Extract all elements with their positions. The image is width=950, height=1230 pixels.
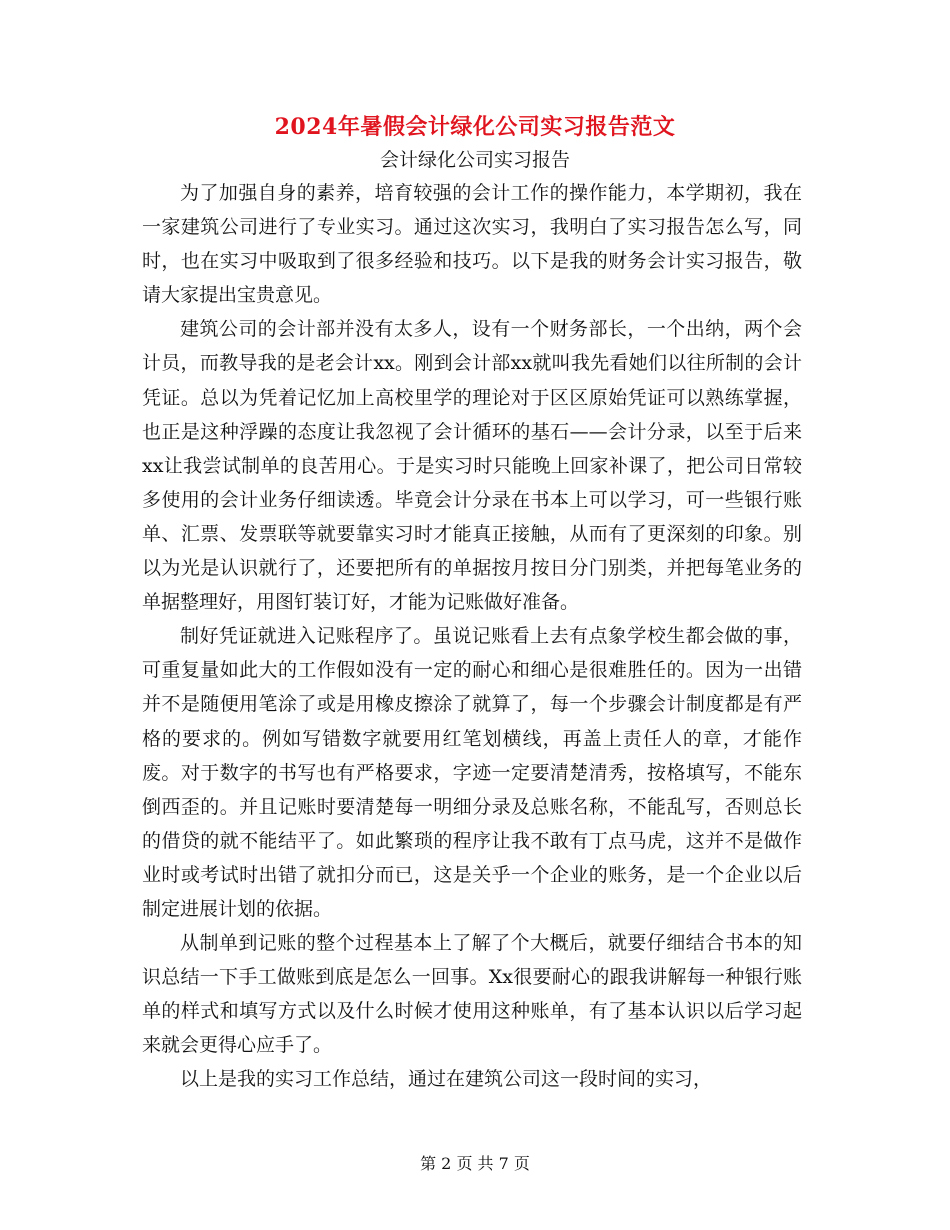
page-footer: 第 2 页 共 7 页 — [420, 1154, 530, 1173]
paragraph: 建筑公司的会计部并没有太多人，设有一个财务部长，一个出纳，两个会计员，而教导我的是老会计xx。刚到会计部xx就叫我先看她们以往所制的会计凭证。总以为凭着记忆加上高校里学的理论对于区区原始凭证可以熟练掌握，也正是这种浮躁的态度让我忽视了会计循环的基石——会计分录，以至于后来xx让我尝试制单的良苦用心。于是实习时只能晚上回家补课了，把公司日常较多使用的会计业务仔细读透。毕竟会计分录在书本上可以学习，可一些银行账单、汇票、发票联等就要靠实习时才能真正接触，从而有了更深刻的印象。别以为光是认识就行了，还要把所有的单据按月按日分门别类，并把每笔业务的单据整理好，用图钉装订好，才能为记账做好准备。 — [142, 318, 802, 614]
document-subtitle: 会计绿化公司实习报告 — [379, 149, 570, 171]
paragraph: 以上是我的实习工作总结，通过在建筑公司这一段时间的实习， — [180, 1068, 713, 1091]
paragraph: 为了加强自身的素养，培育较强的会计工作的操作能力，本学期初，我在一家建筑公司进行了专业实习。通过这次实习，我明白了实习报告怎么写，同时，也在实习中吸取到了很多经验和技巧。以下是我的财务会计实习报告，敬请大家提出宝贵意见。 — [142, 182, 802, 307]
paragraph: 从制单到记账的整个过程基本上了解了个大概后，就要仔细结合书本的知识总结一下手工做账到底是怎么一回事。Xx很要耐心的跟我讲解每一种银行账单的样式和填写方式以及什么时候才使用这种账单，有了基本认识以后学习起来就会更得心应手了。 — [142, 932, 802, 1057]
document-title: 2024年暑假会计绿化公司实习报告范文 — [274, 114, 676, 140]
document-body — [142, 176, 802, 1097]
paragraph: 制好凭证就进入记账程序了。虽说记账看上去有点象学校生都会做的事，可重复量如此大的工作假如没有一定的耐心和细心是很难胜任的。因为一出错并不是随便用笔涂了或是用橡皮擦涂了就算了，每一个步骤会计制度都是有严格的要求的。例如写错数字就要用红笔划横线，再盖上责任人的章，才能作废。对于数字的书写也有严格要求，字迹一定要清楚清秀，按格填写，不能东倒西歪的。并且记账时要清楚每一明细分录及总账名称，不能乱写，否则总长的借贷的就不能结平了。如此繁琐的程序让我不敢有丁点马虎，这并不是做作业时或考试时出错了就扣分而已，这是关乎一个企业的账务，是一个企业以后制定进展计划的依据。 — [142, 625, 802, 920]
